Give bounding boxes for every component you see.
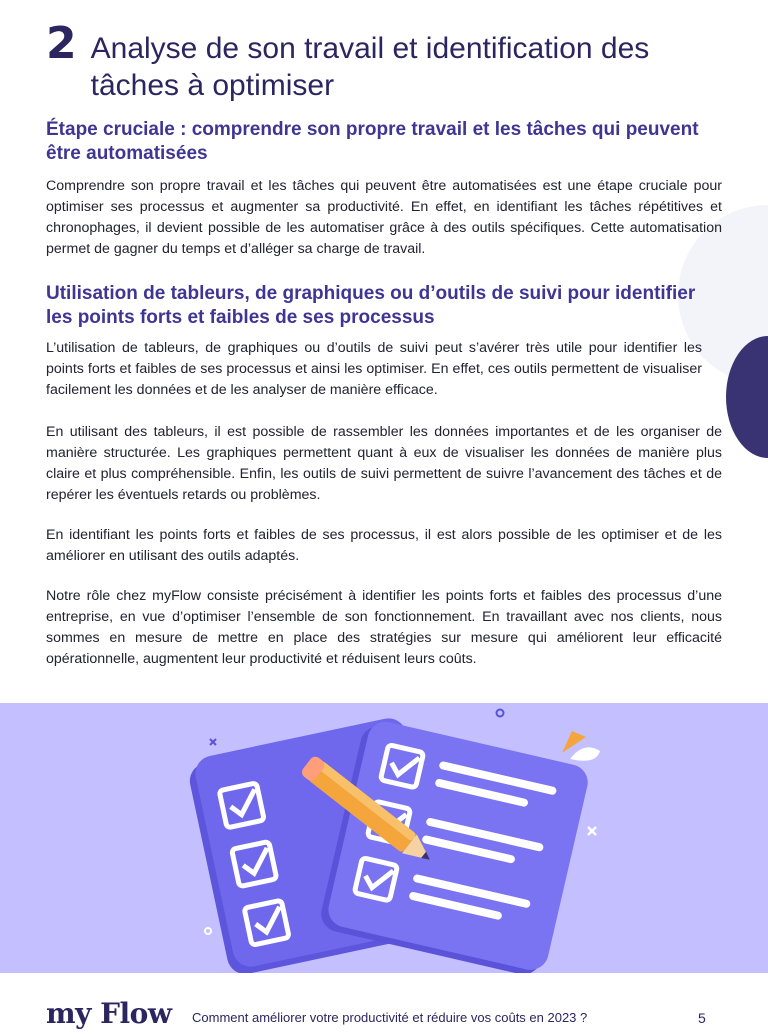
checklist-illustration [0, 703, 768, 973]
paragraph-tools-usefulness: L’utilisation de tableurs, de graphiques ou d’outils de suivi peut s’avérer très utile pour identifier les points forts et faibles de ses processus et ainsi les optimiser. En effet, ces outils permettent de visualiser facilement les données et de les analyser de manière efficace. [46, 340, 702, 398]
footer-title: Comment améliorer votre productivité et réduire vos coûts en 2023 ? [192, 1010, 588, 1025]
chapter-number: 2 [46, 18, 77, 69]
paragraph-spreadsheets: En utilisant des tableurs, il est possible de rassembler les données importantes et de les organiser de manière structurée. Les graphiques permettent quant à eux de visualiser les données de manière plus claire et plus compréhensible. Enfin, les outils de suivi permettent de suivre l’avancement des tâches et de repérer les éventuels retards ou problèmes. [46, 424, 722, 503]
myflow-logo: my Flow [46, 997, 172, 1030]
section-heading-crucial-step: Étape cruciale : comprendre son propre travail et les tâches qui peuvent être automatisées [46, 119, 699, 164]
checklist-pencil-icon [0, 703, 768, 973]
paragraph-strengths-weaknesses: En identifiant les points forts et faibles de ses processus, il est alors possible de les optimiser et de les améliorer en utilisant des outils adaptés. [46, 527, 722, 564]
paragraph-myflow-role: Notre rôle chez myFlow consiste précisément à identifier les points forts et faibles des processus d’une entreprise, en vue d’optimiser l’ensemble de son fonctionnement. En travaillant avec nos clients, nous sommes en mesure de mettre en place des stratégies sur mesure qui améliorent leur efficacité opérationnelle, augmentent leur productivité et réduisent leurs coûts. [46, 588, 722, 667]
section-heading-tools: Utilisation de tableurs, de graphiques ou d’outils de suivi pour identifier les points forts et faibles de ses processus [46, 283, 696, 328]
chapter-header [46, 18, 726, 104]
page-footer [0, 994, 768, 1036]
chapter-title: Analyse de son travail et identification des tâches à optimiser [90, 32, 650, 102]
page-number: 5 [698, 1010, 706, 1026]
paragraph-understanding-work: Comprendre son propre travail et les tâches qui peuvent être automatisées est une étape cruciale pour optimiser ses processus et augmenter sa productivité. En effet, en identifiant les tâches répétitives et chronophages, il devient possible de les automatiser grâce à des outils spécifiques. Cette automatisation permet de gagner du temps et d’alléger sa charge de travail. [46, 178, 722, 257]
